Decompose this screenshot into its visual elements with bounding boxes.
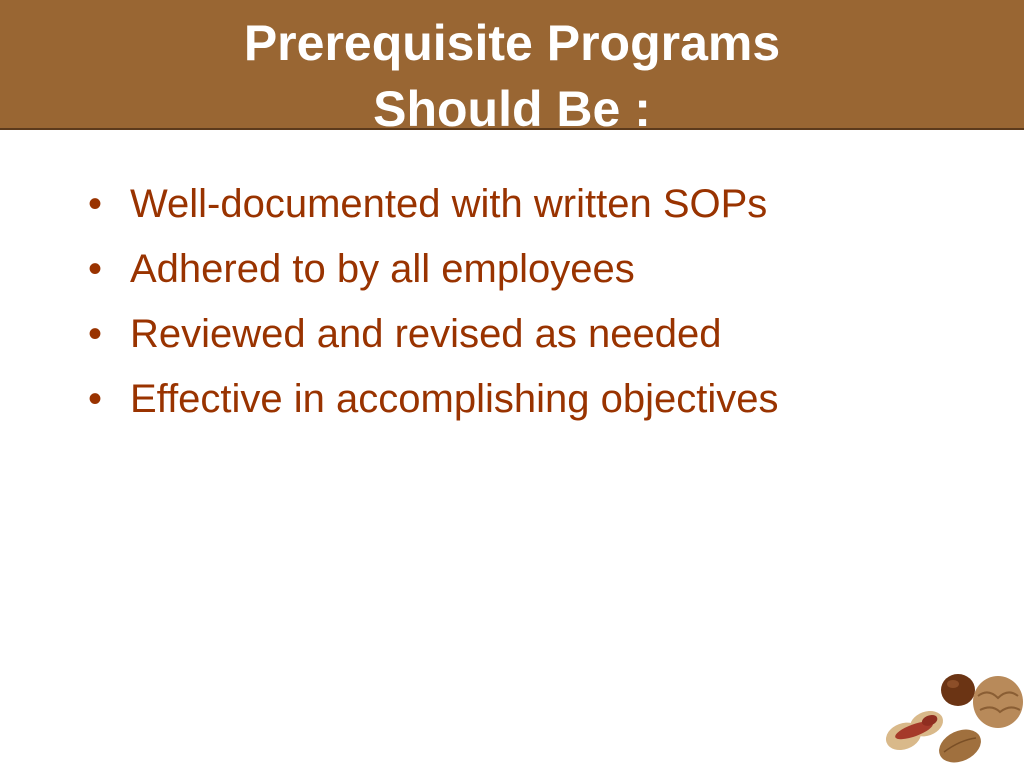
bullet-text: Effective in accomplishing objectives [130,377,779,421]
bullet-text: Reviewed and revised as needed [130,312,722,356]
hazelnut-icon [941,674,975,706]
bullet-icon: • [88,312,103,356]
title-line-2: Should Be : [373,81,651,130]
bullet-icon: • [88,377,103,421]
walnut-icon [973,676,1023,728]
bullet-text: Adhered to by all employees [130,247,635,291]
bullet-item [88,182,778,247]
bullet-icon: • [88,247,103,291]
bullet-list [88,182,778,442]
bullet-text: Well-documented with written SOPs [130,182,768,226]
bullet-item [88,247,778,312]
bullet-icon: • [88,182,103,226]
peanut-icon [881,707,948,755]
nuts-illustration [870,660,1024,768]
bullet-item [88,377,778,442]
title-line-1: Prerequisite Programs [243,15,781,71]
almond-icon [934,723,987,768]
slide-title [0,10,1024,130]
bullet-item [88,312,778,377]
title-bar [0,0,1024,130]
